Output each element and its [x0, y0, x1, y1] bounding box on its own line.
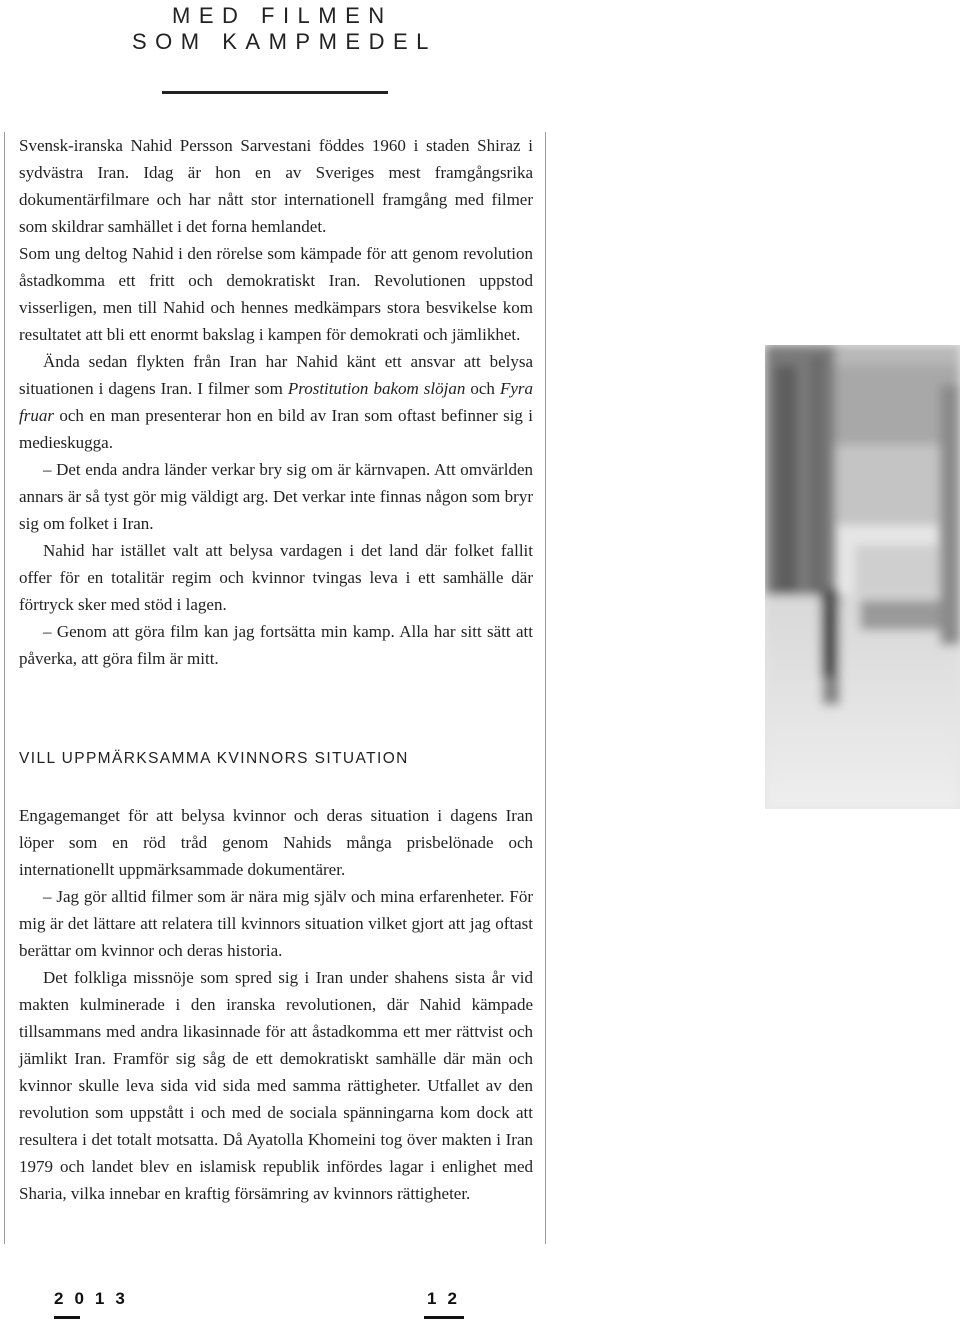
page-title-line-1: MED FILMEN [172, 3, 393, 28]
page-number: 12 [427, 1289, 468, 1308]
paragraph-text: Ända sedan flykten från Iran har Nahid känt ett ansvar att belysa situationen i dagens Iran. I filmer som [19, 352, 533, 398]
paragraph: Som ung deltog Nahid i den rörelse som kämpade för att genom revolution åstadkomma ett fritt och demokratiskt Iran. Revolutionen uppstod visserligen, men till Nahid och hennes medkämpars stora besvikelse kom resultatet att bli ett enormt bakslag i kampen för demokrati och jämlikhet. [19, 244, 533, 344]
film-title: Prostitution bakom slöjan [287, 379, 466, 398]
column-rule-right [545, 132, 546, 1244]
footer-year: 2013 [54, 1289, 136, 1308]
page-title-line-2: SOM KAMPMEDEL [132, 29, 437, 54]
paragraph: Engagemanget för att belysa kvinnor och deras situation i dagens Iran löper som en röd tråd genom Nahids många prisbelönade och internationellt uppmärksammade dokumentärer. [19, 806, 533, 879]
film-title: Fyra fruar [19, 379, 533, 425]
article-section-1 [19, 132, 533, 672]
paragraph: Svensk-iranska Nahid Persson Sarvestani föddes 1960 i staden Shiraz i sydvästra Iran. Idag är hon en av Sveriges mest framgångsrika dokumentärfilmare och har nått stor internationell framgång med filmer som skildrar samhället i det forna hemlandet. [19, 136, 533, 236]
street-photo [765, 345, 960, 809]
paragraph-text: och [465, 379, 500, 398]
quote-paragraph: – Jag gör alltid filmer som är nära mig själv och mina erfarenheter. För mig är det lättare att relatera till kvinnors situation vilket gjort att jag oftast berättar om kvinnor och deras historia. [19, 887, 533, 960]
article-section-2 [19, 802, 533, 1207]
paragraph [19, 348, 533, 456]
paragraph: Nahid har istället valt att belysa vardagen i det land där folket fallit offer för en totalitär regim och kvinnor tvingas leva i ett samhälle där förtryck sker med stöd i lagen. [19, 541, 533, 614]
quote-paragraph [19, 456, 533, 537]
page-number-underline [424, 1316, 464, 1319]
paragraph-text: och en man presenterar hon en bild av Iran som oftast befinner sig i medieskugga. [19, 406, 533, 452]
column-rule-left [4, 132, 5, 1244]
footer-year-underline [54, 1316, 80, 1319]
quote-dash: – [43, 622, 57, 641]
paragraph: Det folkliga missnöje som spred sig i Iran under shahens sista år vid makten kulminerade i den iranska revolutionen, där Nahid kämpade tillsammans med andra likasinnade för att åstadkomma ett mer rättvist och jämlikt Iran. Framför sig såg de ett demokratiskt samhälle där män och kvinnor skulle leva sida vid sida med samma rättigheter. Utfallet av den revolution som uppstått i och med de sociala spänningarna kom dock att resultera i det totalt motsatta. Då Ayatolla Khomeini tog över makten i Iran 1979 och landet blev en islamisk republik infördes lagar i enlighet med Sharia, vilka innebar en kraftig försämring av kvinnors rättigheter. [19, 968, 533, 1203]
title-underline [162, 91, 388, 94]
quote-paragraph [19, 618, 533, 672]
quote-dash: – [43, 460, 57, 479]
quote-text: Det enda andra länder verkar bry sig om är kärnvapen. Att omvärlden annars är så tyst gör mig väldigt arg. Det verkar inte finnas någon som bryr sig om folket i Iran. [19, 460, 533, 533]
quote-text: Genom att göra film kan jag fortsätta min kamp. Alla har sitt sätt att påverka, att göra film är mitt. [19, 622, 533, 668]
section-heading: VILL UPPMÄRKSAMMA KVINNORS SITUATION [19, 750, 409, 767]
